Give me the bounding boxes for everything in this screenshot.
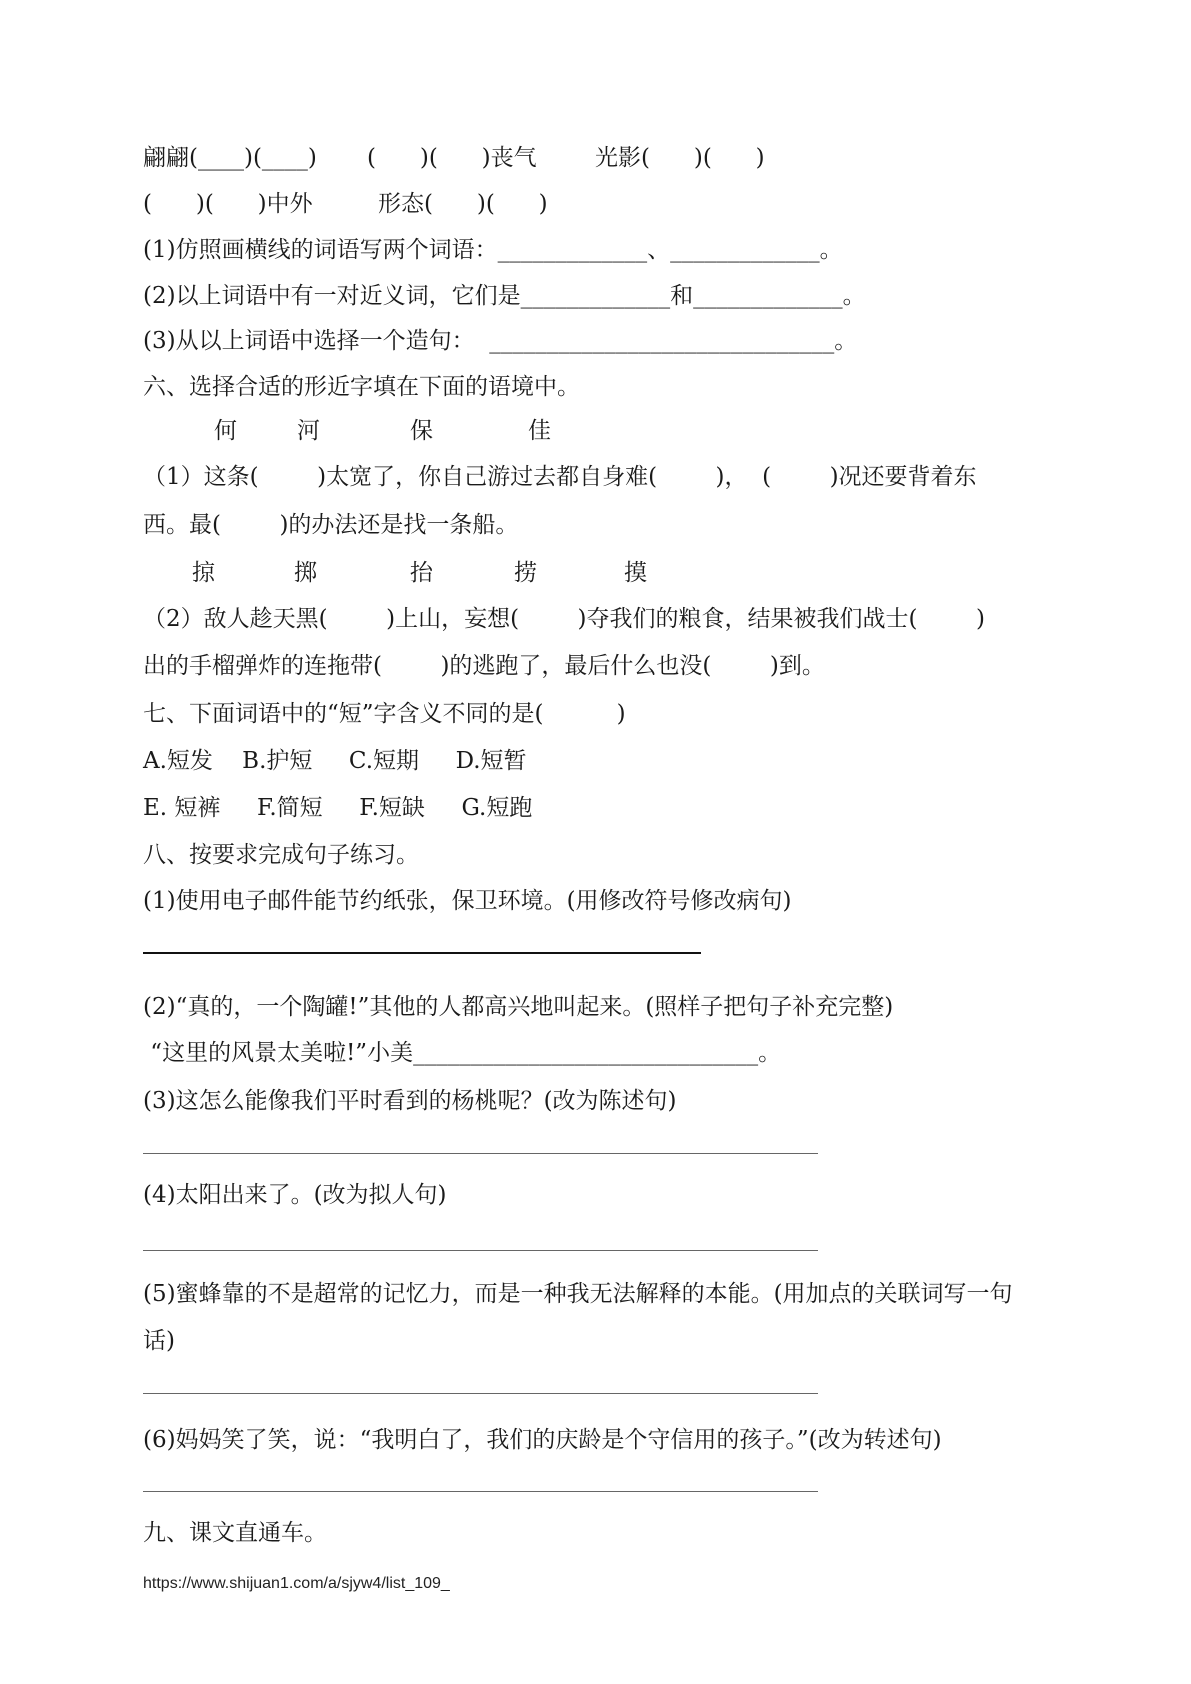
char-option: 保 (410, 418, 433, 444)
options-row-2: E. 短裤 F.简短 F.短缺 G.短跑 (143, 795, 533, 821)
answer-line (143, 1250, 818, 1251)
exercise-4: (4)太阳出来了。(改为拟人句) (143, 1182, 447, 1208)
section-6-title: 六、选择合适的形近字填在下面的语境中。 (143, 374, 580, 400)
section-6-q1-line2: 西。最( )的办法还是找一条船。 (143, 512, 519, 538)
char-option: 何 (214, 418, 237, 444)
answer-line (143, 952, 701, 954)
section-6-q2-line2: 出的手榴弹炸的连拖带( )的逃跑了，最后什么也没( )到。 (143, 653, 825, 679)
exercise-3: (3)这怎么能像我们平时看到的杨桃呢？(改为陈述句) (143, 1088, 677, 1114)
char-option: 掷 (294, 560, 317, 586)
question-1: (1)仿照画横线的词语写两个词语：_____________、_____________。 (143, 237, 843, 263)
section-9-title: 九、课文直通车。 (143, 1520, 327, 1546)
exercise-2-template: “这里的风景太美啦!”小美______________________________。 (143, 1040, 782, 1066)
section-7-title: 七、下面词语中的“短”字含义不同的是( ) (143, 701, 626, 727)
question-2: (2)以上词语中有一对近义词，它们是_____________和_____________。 (143, 283, 866, 309)
exercise-5-line2: 话) (143, 1328, 175, 1354)
char-option: 掠 (192, 560, 215, 586)
exercise-1: (1)使用电子邮件能节约纸张，保卫环境。(用修改符号修改病句) (143, 888, 792, 914)
char-option: 摸 (624, 560, 647, 586)
question-3: (3)从以上词语中选择一个造句： ______________________________。 (143, 328, 858, 354)
answer-line (143, 1153, 818, 1154)
char-option: 佳 (528, 418, 551, 444)
section-6-q1-line1: （1）这条( )太宽了，你自己游过去都自身难( )， ( )况还要背着东 (143, 464, 977, 490)
char-option: 河 (297, 418, 320, 444)
answer-line (143, 1491, 818, 1492)
exercise-2: (2)“真的，一个陶罐!”其他的人都高兴地叫起来。(照样子把句子补充完整) (143, 994, 894, 1020)
section-8-title: 八、按要求完成句子练习。 (143, 842, 419, 868)
exercise-6: (6)妈妈笑了笑，说：“我明白了，我们的庆龄是个守信用的孩子。”(改为转述句) (143, 1427, 942, 1453)
answer-line (143, 1393, 818, 1394)
word-fill-3: 光影( )( ) (595, 145, 765, 171)
section-6-q2-line1: （2）敌人趁天黑( )上山，妄想( )夺我们的粮食，结果被我们战士( ) (143, 606, 985, 632)
exercise-5-line1: (5)蜜蜂靠的不是超常的记忆力，而是一种我无法解释的本能。(用加点的关联词写一句 (143, 1281, 1013, 1307)
options-row-1: A.短发 B.护短 C.短期 D.短暂 (143, 748, 527, 774)
char-option: 抬 (410, 560, 433, 586)
footer-url[interactable]: https://www.shijuan1.com/a/sjyw4/list_109_ (143, 1575, 450, 1592)
word-fill-1: 翩翩(____)(____) (143, 145, 317, 171)
word-fill-4: ( )( )中外 (143, 191, 313, 217)
word-fill-5: 形态( )( ) (378, 191, 548, 217)
word-fill-2: ( )( )丧气 (367, 145, 537, 171)
char-option: 捞 (514, 560, 537, 586)
